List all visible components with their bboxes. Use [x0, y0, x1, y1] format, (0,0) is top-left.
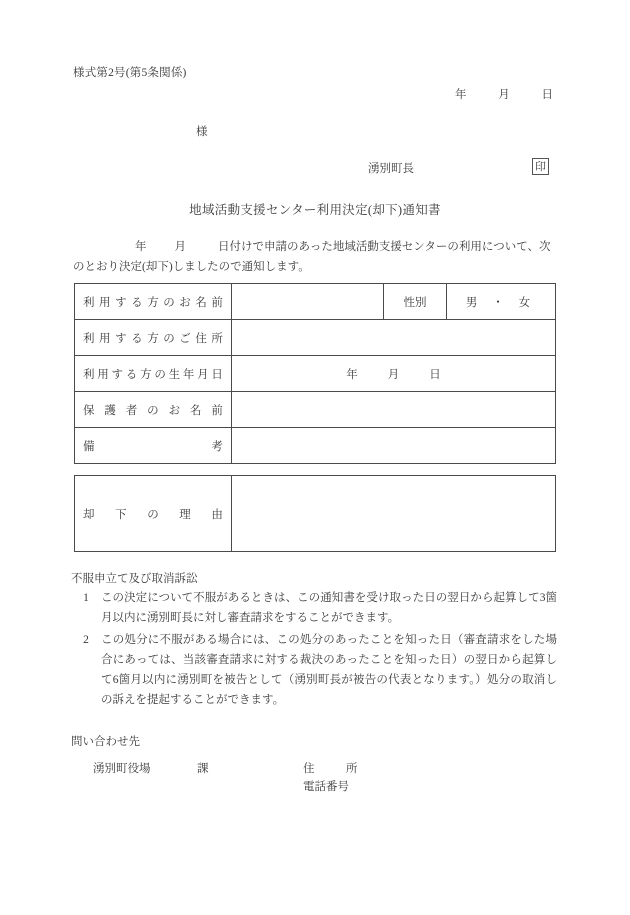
contact-address-label: 住 所 [303, 763, 368, 775]
row-value-user-address[interactable] [232, 320, 556, 356]
issuer-name: 湧別町長 [368, 163, 414, 175]
row-label-guardian-name [75, 392, 232, 428]
lead-year: 年 [135, 241, 147, 253]
issue-date-month: 月 [498, 89, 510, 101]
birthdate-month: 月 [387, 368, 400, 381]
table-row [75, 356, 556, 392]
row-label-sex: 性別 [384, 284, 447, 320]
row-label-guardian-name-text: 保 護 者 の お 名 前 [83, 404, 223, 417]
list-item [71, 588, 557, 628]
list-item [71, 630, 557, 710]
row-label-birthdate-text: 利 用 す る 方 の 生 年 月 日 [83, 368, 223, 381]
form-number: 様式第2号(第5条関係) [73, 67, 187, 79]
lead-rest: 日付けで申請のあった地域活動支援センターの利用について、次 [218, 241, 551, 253]
row-label-user-name-text: 利 用 す る 方 の お 名 前 [83, 296, 223, 309]
lead-line2: のとおり決定(却下)しましたので通知します。 [73, 261, 310, 273]
appeal-item-text: この処分に不服がある場合には、この処分のあったことを知った日（審査請求をした場合にあっては、当該審査請求に対する裁決のあったことを知った日）の翌日から起算して6箇月以内に湧別町を被告として（湧別町長が被告の代表となります。）処分の取消しの訴えを提起することができます。 [101, 634, 557, 706]
contact-details [93, 760, 368, 796]
row-value-birthdate[interactable] [232, 356, 556, 392]
row-value-guardian-name[interactable] [232, 392, 556, 428]
appeal-item-number: 2 [83, 634, 89, 646]
row-label-remarks-text: 備 考 [83, 440, 223, 453]
issue-date-year: 年 [455, 89, 467, 101]
row-label-birthdate [75, 356, 232, 392]
row-value-remarks[interactable] [232, 428, 556, 464]
rejection-reason-table [74, 475, 556, 552]
issue-date-day: 日 [541, 89, 553, 101]
row-label-user-name [75, 284, 232, 320]
row-label-user-address-text: 利 用 す る 方 の ご 住 所 [83, 332, 223, 345]
contact-department: 課 [197, 763, 209, 775]
row-value-user-name[interactable] [232, 284, 384, 320]
applicant-table [74, 283, 556, 464]
contact-office: 湧別町役場 [93, 763, 151, 775]
appeal-item-number: 1 [83, 592, 89, 604]
row-label-rejection-reason-text: 却 下 の 理 由 [83, 508, 223, 521]
contact-phone-label: 電話番号 [303, 781, 349, 793]
seal-stamp-box: 印 [532, 158, 549, 175]
row-label-rejection-reason [75, 476, 232, 552]
row-value-sex[interactable]: 男 ・ 女 [447, 284, 556, 320]
appeal-item-text: この決定について不服があるときは、この通知書を受け取った日の翌日から起算して3箇月以内に湧別町長に対し審査請求をすることができます。 [101, 592, 557, 624]
lead-paragraph [73, 237, 557, 277]
row-value-rejection-reason[interactable] [232, 476, 556, 552]
table-row [75, 284, 556, 320]
contact-section-heading: 問い合わせ先 [71, 736, 140, 748]
page-title: 地域活動支援センター利用決定(却下)通知書 [189, 203, 441, 217]
table-row [75, 392, 556, 428]
issue-date-line [455, 86, 553, 102]
appeal-items-list [71, 588, 557, 712]
table-row [75, 320, 556, 356]
birthdate-year: 年 [346, 368, 358, 381]
lead-month: 月 [174, 241, 186, 253]
row-label-remarks [75, 428, 232, 464]
row-label-user-address [75, 320, 232, 356]
addressee-honorific: 様 [196, 126, 208, 138]
birthdate-day: 日 [429, 368, 441, 381]
appeal-section-heading: 不服申立て及び取消訴訟 [71, 573, 198, 585]
table-row [75, 428, 556, 464]
table-row [75, 476, 556, 552]
